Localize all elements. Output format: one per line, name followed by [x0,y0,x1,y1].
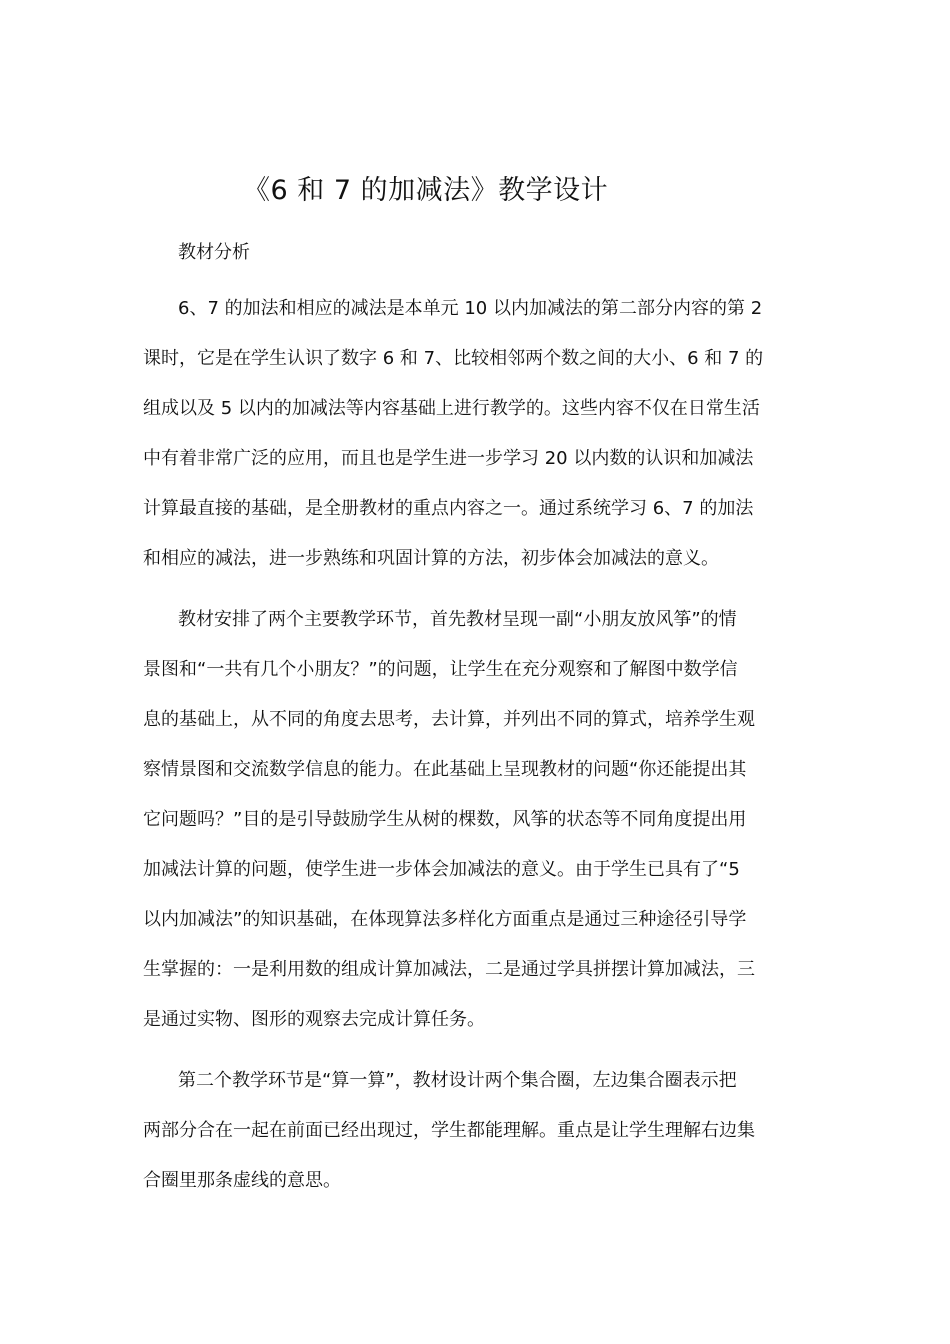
paragraph-line: 第二个教学环节是“算一算”，教材设计两个集合圈，左边集合圈表示把 [178,1070,737,1091]
document-title: 《6 和 7 的加减法》教学设计 [243,175,609,206]
paragraph-line: 生掌握的：一是利用数的组成计算加减法，二是通过学具拼摆计算加减法，三 [143,959,755,980]
paragraph-3 [143,1056,803,1206]
section-heading: 教材分析 [178,242,250,263]
paragraph-2 [143,595,803,1045]
paragraph-line: 两部分合在一起在前面已经出现过，学生都能理解。重点是让学生理解右边集 [143,1120,755,1141]
paragraph-1 [143,284,803,584]
paragraph-line: 6、7 的加法和相应的减法是本单元 10 以内加减法的第二部分内容的第 2 [178,298,763,319]
paragraph-line: 组成以及 5 以内的加减法等内容基础上进行教学的。这些内容不仅在日常生活 [143,398,760,419]
paragraph-line: 合圈里那条虚线的意思。 [143,1170,341,1191]
paragraph-line: 察情景图和交流数学信息的能力。在此基础上呈现教材的问题“你还能提出其 [143,759,747,780]
paragraph-line: 是通过实物、图形的观察去完成计算任务。 [143,1009,485,1030]
paragraph-line: 教材安排了两个主要教学环节，首先教材呈现一副“小朋友放风筝”的情 [178,609,737,630]
paragraph-line: 加减法计算的问题，使学生进一步体会加减法的意义。由于学生已具有了“5 [143,859,740,880]
paragraph-line: 计算最直接的基础，是全册教材的重点内容之一。通过系统学习 6、7 的加法 [143,498,754,519]
paragraph-line: 以内加减法”的知识基础，在体现算法多样化方面重点是通过三种途径引导学 [143,909,747,930]
paragraph-line: 课时，它是在学生认识了数字 6 和 7、比较相邻两个数之间的大小、6 和 7 的 [143,348,764,369]
paragraph-line: 它问题吗？”目的是引导鼓励学生从树的棵数，风筝的状态等不同角度提出用 [143,809,747,830]
paragraph-line: 景图和“一共有几个小朋友？”的问题，让学生在充分观察和了解图中数学信 [143,659,738,680]
paragraph-line: 和相应的减法，进一步熟练和巩固计算的方法，初步体会加减法的意义。 [143,548,719,569]
paragraph-line: 中有着非常广泛的应用，而且也是学生进一步学习 20 以内数的认识和加减法 [143,448,754,469]
paragraph-line: 息的基础上，从不同的角度去思考，去计算，并列出不同的算式，培养学生观 [143,709,755,730]
